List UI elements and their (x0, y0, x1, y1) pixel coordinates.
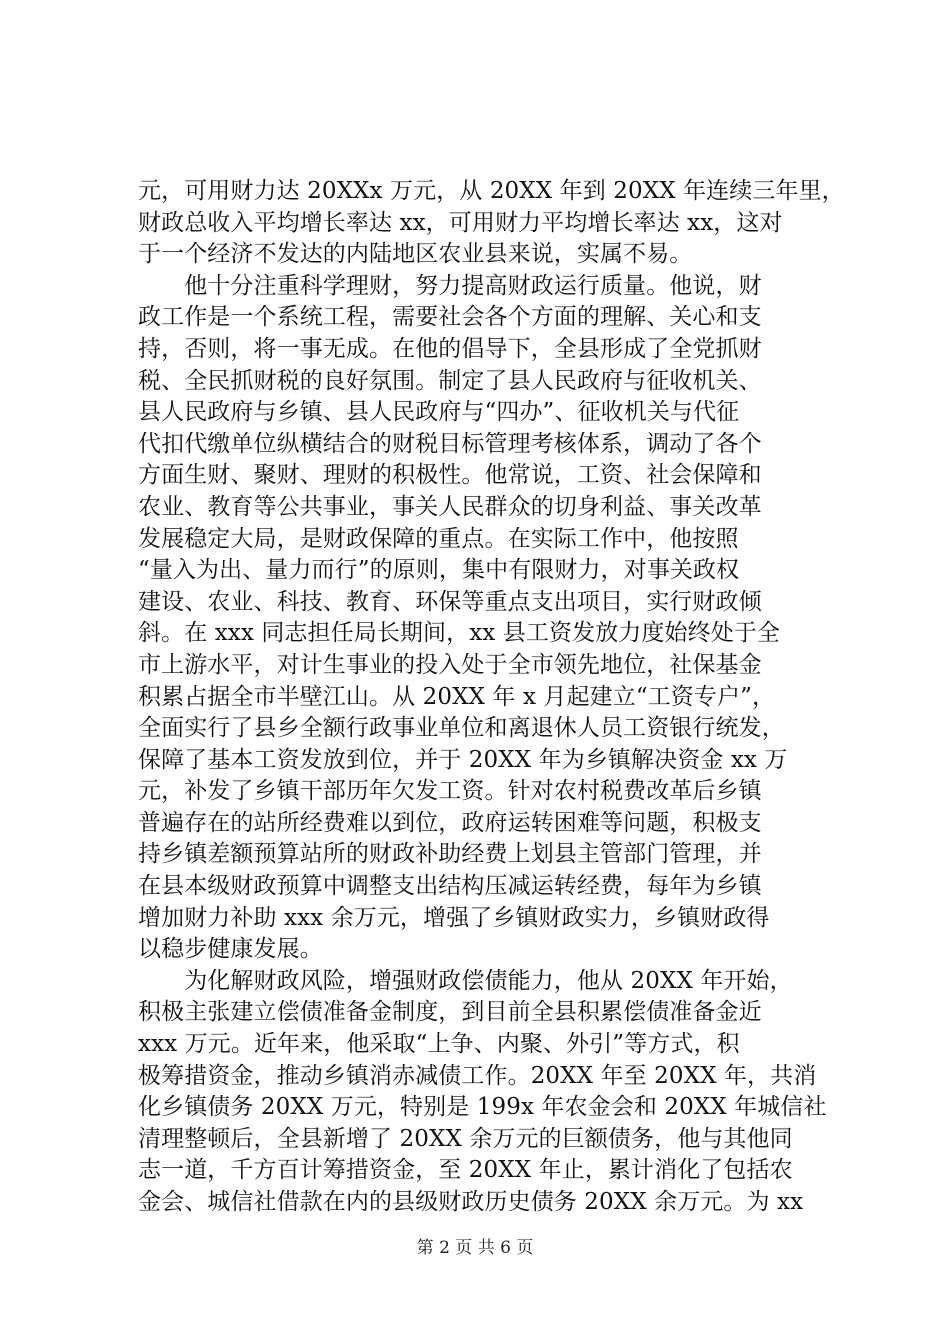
text-line: 财政总收入平均增长率达 xx，可用财力平均增长率达 xx，这对 (138, 209, 783, 236)
text-line: 持，否则，将一事无成。在他的倡导下，全县形成了全党抓财 (138, 335, 762, 362)
text-line: 志一道，千方百计筹措资金，至 20XX 年止，累计消化了包括农 (138, 1157, 793, 1184)
text-line: 保障了基本工资发放到位，并于 20XX 年为乡镇解决资金 xx 万 (138, 746, 788, 773)
text-line: “量入为出、量力而行”的原则，集中有限财力，对事关政权 (138, 557, 740, 584)
text-line: 政工作是一个系统工程，需要社会各个方面的理解、关心和支 (138, 304, 762, 331)
text-line: 他十分注重科学理财，努力提高财政运行质量。他说，财 (138, 272, 762, 299)
text-line: 全面实行了县乡全额行政事业单位和离退休人员工资银行统发， (138, 715, 785, 742)
text-line: 于一个经济不发达的内陆地区农业县来说，实属不易。 (138, 241, 693, 268)
text-line: 持乡镇差额预算站所的财政补助经费上划县主管部门管理，并 (138, 841, 762, 868)
text-line: 化乡镇债务 20XX 万元，特别是 199x 年农金会和 20XX 年城信社 (138, 1094, 827, 1121)
text-line: 方面生财、聚财、理财的积极性。他常说，工资、社会保障和 (138, 462, 762, 489)
text-line: 代扣代缴单位纵横结合的财税目标管理考核体系，调动了各个 (138, 430, 762, 457)
text-line: 斜。在 xxx 同志担任局长期间，xx 县工资发放力度始终处于全 (138, 620, 780, 647)
text-line: 普遍存在的站所经费难以到位，政府运转困难等问题，积极支 (138, 809, 762, 836)
text-line: 元，补发了乡镇干部历年欠发工资。针对农村税费改革后乡镇 (138, 778, 762, 805)
text-line: 清理整顿后，全县新增了 20XX 余万元的巨额债务，他与其他同 (138, 1125, 793, 1152)
text-line: 发展稳定大局，是财政保障的重点。在实际工作中，他按照 (138, 525, 739, 552)
text-line: 以稳步健康发展。 (138, 936, 323, 963)
text-line: xxx 万元。近年来，他采取“上争、内聚、外引”等方式，积 (138, 1031, 740, 1058)
text-line: 建设、农业、科技、教育、环保等重点支出项目，实行财政倾 (138, 588, 762, 615)
text-line: 税、全民抓财税的良好氛围。制定了县人民政府与征收机关、 (138, 367, 762, 394)
text-line: 金会、城信社借款在内的县级财政历史债务 20XX 余万元。为 xx (138, 1189, 804, 1215)
text-line: 积累占据全市半壁江山。从 20XX 年 x 月起建立“工资专户”， (138, 683, 776, 710)
text-line: 增加财力补助 xxx 余万元，增强了乡镇财政实力，乡镇财政得 (138, 904, 770, 931)
page-number-footer: 第 2 页 共 6 页 (416, 1238, 534, 1258)
text-line: 元，可用财力达 20XXx 万元，从 20XX 年到 20XX 年连续三年里， (138, 178, 845, 204)
text-line: 县人民政府与乡镇、县人民政府与“四办”、征收机关与代征 (138, 399, 740, 426)
text-line: 市上游水平，对计生事业的投入处于全市领先地位，社保基金 (138, 651, 762, 678)
text-line: 在县本级财政预算中调整支出结构压减运转经费，每年为乡镇 (138, 873, 762, 900)
text-line: 为化解财政风险，增强财政偿债能力，他从 20XX 年开始， (138, 967, 793, 994)
text-line: 极筹措资金，推动乡镇消赤减债工作。20XX 年至 20XX 年，共消 (138, 1062, 817, 1089)
text-line: 积极主张建立偿债准备金制度，到目前全县积累偿债准备金近 (138, 999, 762, 1026)
text-line: 农业、教育等公共事业，事关人民群众的切身利益、事关改革 (138, 493, 762, 520)
body-text (138, 176, 845, 1219)
